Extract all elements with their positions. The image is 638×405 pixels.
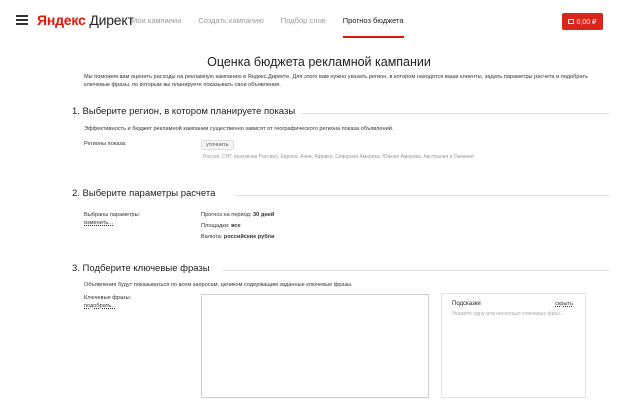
logo-direct: Директ [89,12,134,28]
intro-text: Мы поможем вам оценить расходы на рекламную кампанию в Яндекс.Директе. Для этого вам нужно указать регион, в котором находятся ваши клиенты, задать параметры расчета и подобрать ключевые фразы, по которым вы планируете показывать свои объявления. [84,74,588,88]
regions-label: Регионы показа: [84,141,127,147]
section2-divider [236,195,610,196]
selected-params-label: Выбраны параметры: [84,212,141,218]
forecast-row [201,212,274,218]
currency-label: Валюта: [201,234,223,240]
nav-word-selection[interactable]: Подбор слов [280,16,326,25]
section1-description: Эффективность и бюджет рекламной кампании существенно зависят от географического региона показа объявлений. [84,126,394,132]
platforms-row [201,223,241,229]
hints-panel [441,293,586,398]
currency-row [201,234,275,240]
balance-amount: 0,00 ₽ [576,18,597,26]
logo-yandex: Яндекс [37,12,86,28]
page-title: Оценка бюджета рекламной кампании [207,55,431,69]
forecast-value: 30 дней [253,212,275,218]
change-params-link[interactable]: изменить... [84,220,113,226]
section3-description: Объявления будут показываться по всем запросам, целиком содержащим заданные ключевые фразы. [84,282,353,288]
logo[interactable] [37,12,134,28]
main-nav [131,0,421,42]
section2-title: 2. Выберите параметры расчета [72,188,221,199]
section3-title: 3. Подберите ключевые фразы [72,263,216,274]
regions-value: Россия, СНГ (исключая Россию), Европа, Азия, Африка, Северная Америка, Южная Америка, Австралия и Океания [203,154,474,160]
section1-divider [300,113,610,114]
menu-icon[interactable] [16,15,28,25]
hints-text: Укажите одну или несколько ключевых фраз... [452,311,565,317]
platforms-label: Площадки: [201,223,230,229]
key-phrases-input[interactable] [201,294,429,398]
specify-regions-button[interactable]: уточнить [201,140,234,150]
section3-divider [222,270,610,271]
hide-hints-link[interactable]: скрыть [555,301,573,307]
currency-value: российские рубли [223,234,275,240]
nav-my-campaigns[interactable]: Мои кампании [131,16,182,25]
wallet-icon [568,19,574,24]
phrases-label: Ключевые фразы: [84,295,132,301]
nav-budget-forecast[interactable]: Прогноз бюджета [343,0,404,42]
platforms-value: все [231,223,241,229]
forecast-label: Прогноз на период: [201,212,252,218]
hints-title: Подсказки [452,301,481,307]
nav-create-campaign[interactable]: Создать кампанию [198,16,264,25]
top-header [0,0,638,42]
pick-phrases-link[interactable]: подобрать... [84,303,116,309]
section1-title: 1. Выберите регион, в котором планируете показы [72,106,301,117]
balance-button[interactable] [562,13,603,30]
